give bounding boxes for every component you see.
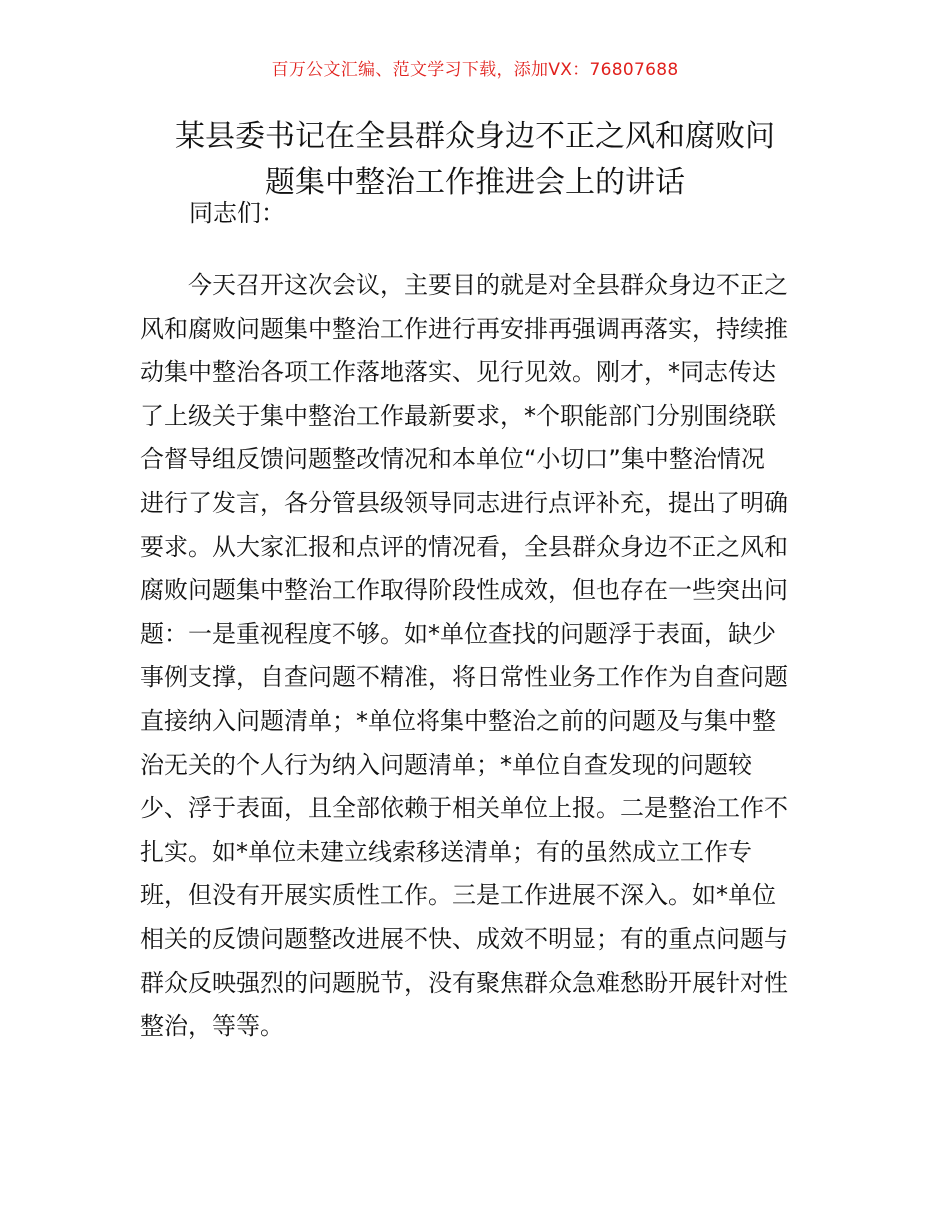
paragraph-line: 风和腐败问题集中整治工作进行再安排再强调再落实，持续推	[140, 314, 788, 343]
paragraph-line: 直接纳入问题清单；*单位将集中整治之前的问题及与集中整	[140, 706, 776, 735]
paragraph-line: 少、浮于表面，且全部依赖于相关单位上报。二是整治工作不	[140, 794, 788, 823]
paragraph-line: 了上级关于集中整治工作最新要求，*个职能部门分别围绕联	[140, 401, 776, 430]
paragraph-line: 腐败问题集中整治工作取得阶段性成效，但也存在一些突出问	[140, 576, 788, 605]
paragraph-line: 题：一是重视程度不够。如*单位查找的问题浮于表面，缺少	[140, 619, 776, 648]
paragraph-line: 班，但没有开展实质性工作。三是工作进展不深入。如*单位	[140, 881, 776, 910]
paragraph-line: 要求。从大家汇报和点评的情况看，全县群众身边不正之风和	[140, 532, 788, 561]
title-line: 某县委书记在全县群众身边不正之风和腐败问	[175, 119, 775, 154]
title-line: 题集中整治工作推进会上的讲话	[265, 165, 685, 200]
paragraph-line: 动集中整治各项工作落地落实、见行见效。刚才，*同志传达	[140, 358, 776, 387]
salutation: 同志们：	[189, 199, 285, 227]
paragraph-line: 群众反映强烈的问题脱节，没有聚焦群众急难愁盼开展针对性	[140, 968, 788, 997]
paragraph-line: 治无关的个人行为纳入问题清单；*单位自查发现的问题较	[140, 750, 752, 779]
header-banner: 百万公文汇编、范文学习下载，添加VX：76807688	[271, 60, 679, 80]
paragraph-line: 相关的反馈问题整改进展不快、成效不明显；有的重点问题与	[140, 924, 788, 953]
paragraph-line: 今天召开这次会议，主要目的就是对全县群众身边不正之	[140, 271, 788, 299]
paragraph-line: 扎实。如*单位未建立线索移送清单；有的虽然成立工作专	[140, 837, 752, 866]
paragraph-line: 合督导组反馈问题整改情况和本单位“小切口”集中整治情况	[140, 445, 765, 474]
paragraph-line: 整治，等等。	[140, 1012, 284, 1041]
paragraph-line: 事例支撑，自查问题不精准，将日常性业务工作作为自查问题	[140, 663, 788, 692]
speech-paragraph	[140, 264, 788, 1049]
paragraph-line: 进行了发言，各分管县级领导同志进行点评补充，提出了明确	[140, 488, 788, 517]
